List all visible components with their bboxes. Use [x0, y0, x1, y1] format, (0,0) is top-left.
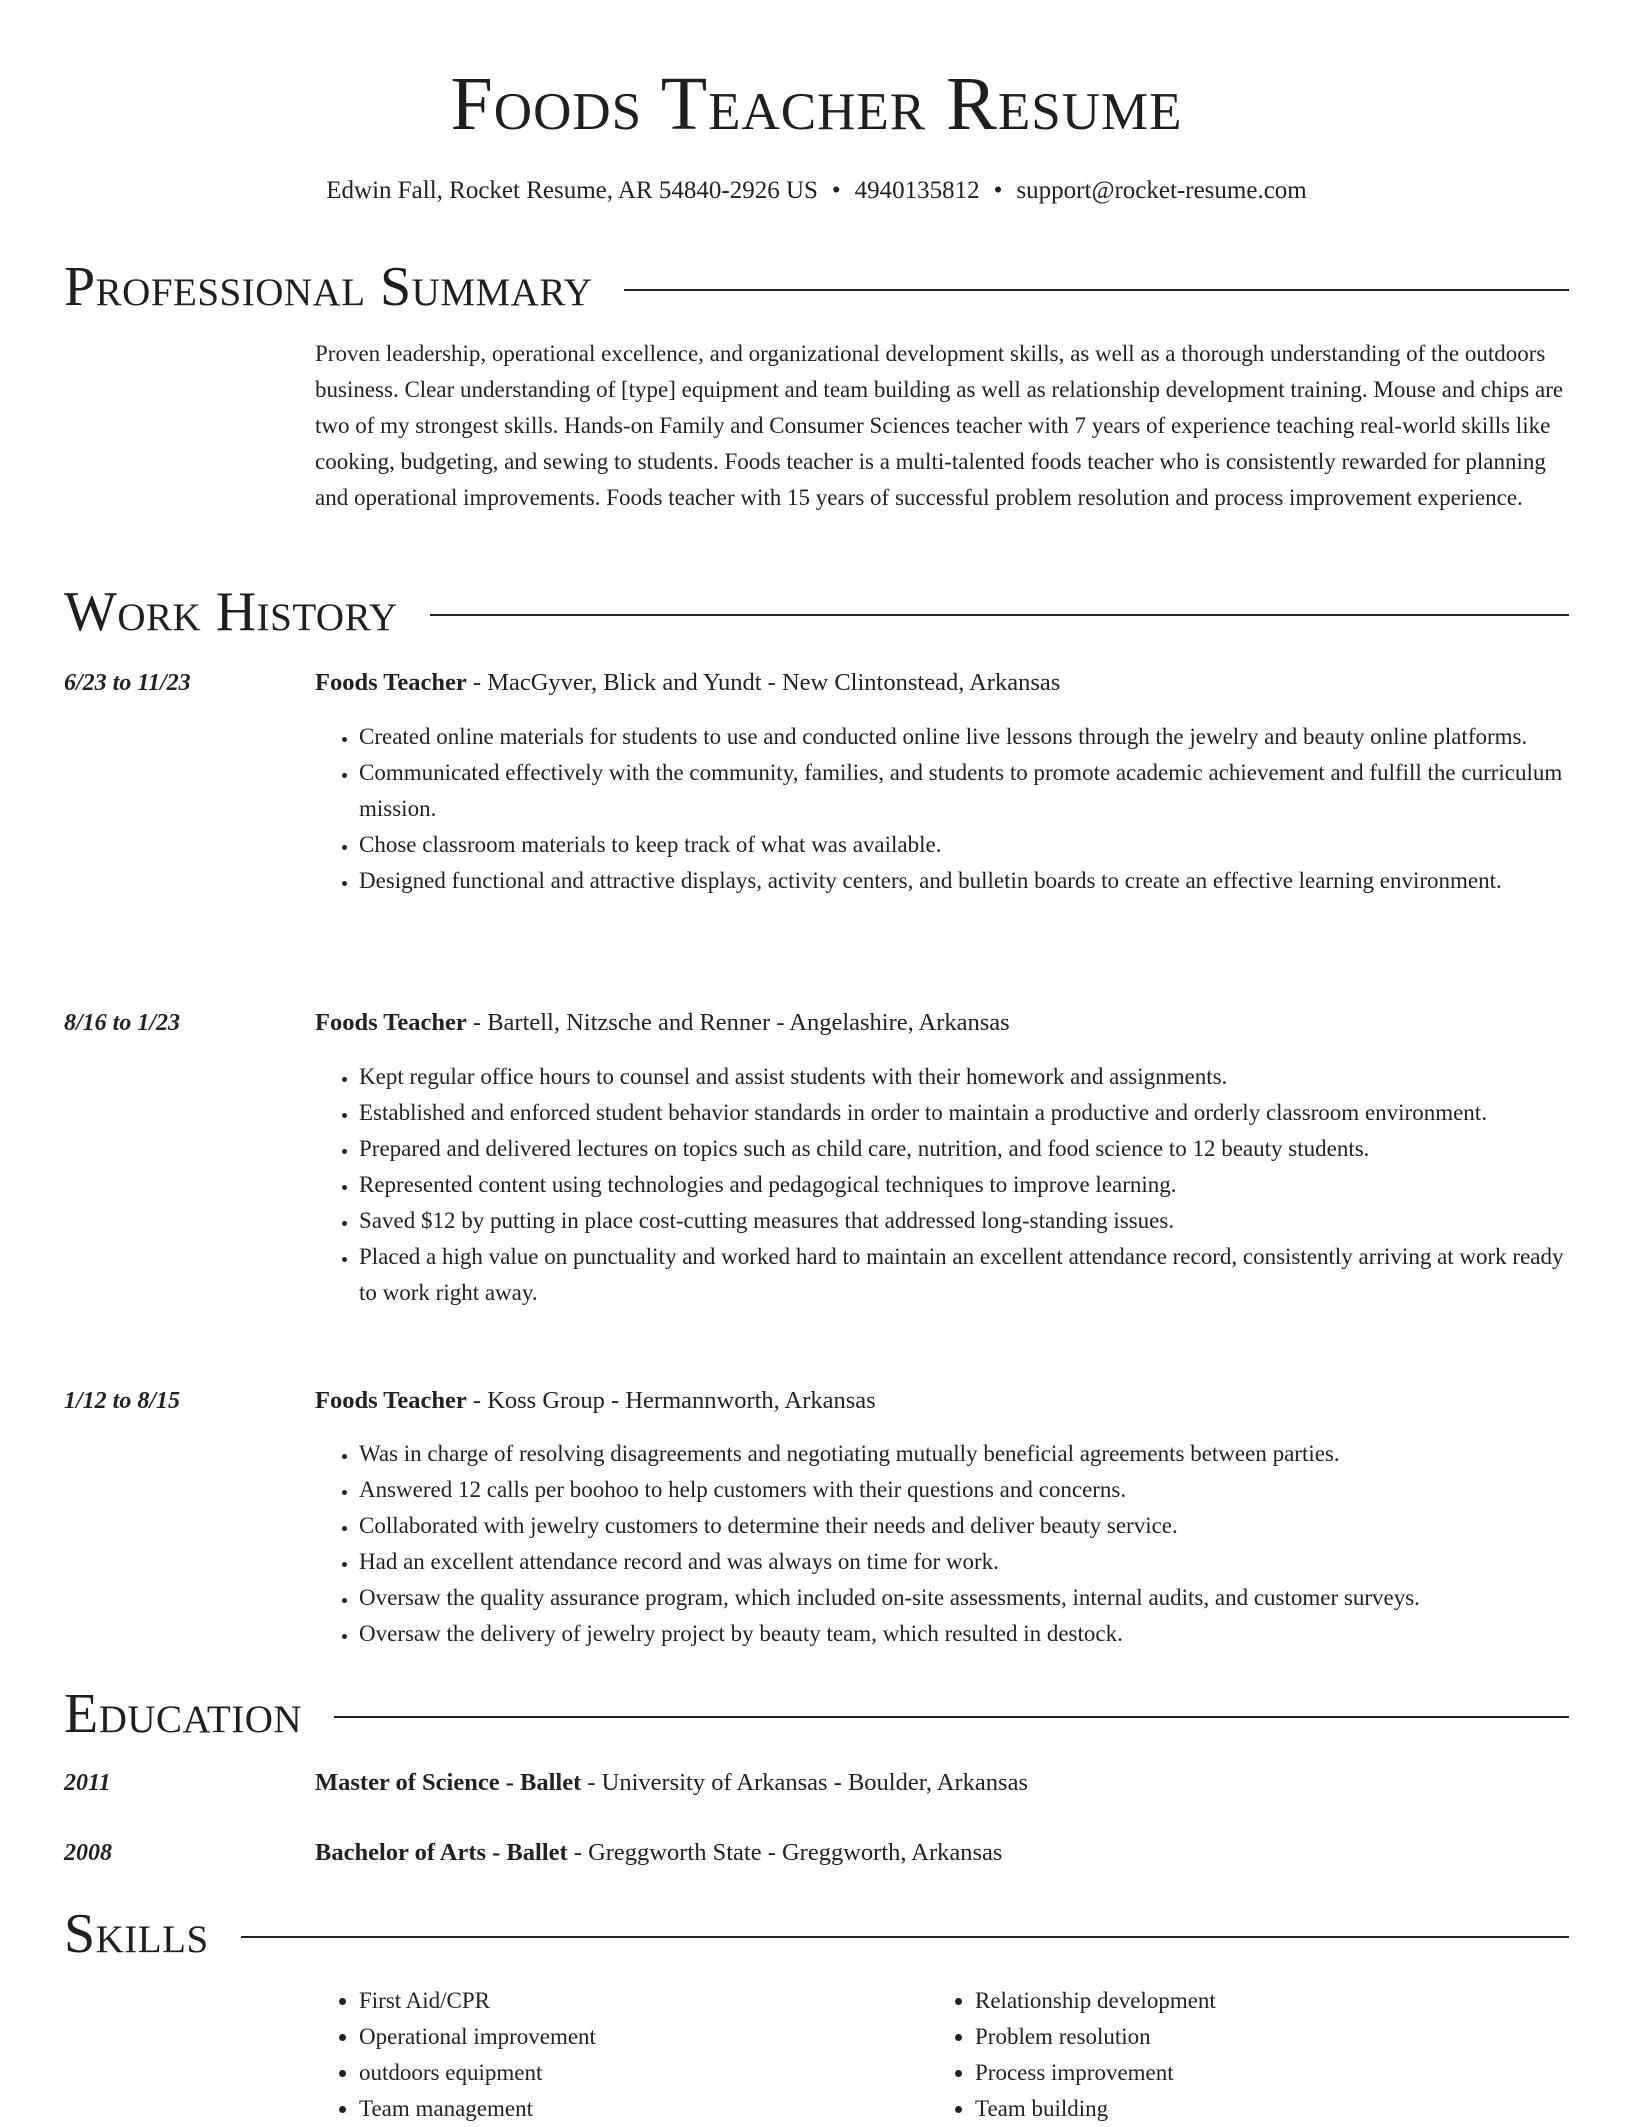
- contact-separator: •: [993, 177, 1003, 204]
- job-employer: - Bartell, Nitzsche and Renner - Angelashire, Arkansas: [466, 1009, 1010, 1036]
- list-item: • Placed a high value on punctuality and worked hard to maintain an excellent attendance record, consistently arriving at work ready to work right away.: [359, 1239, 1569, 1311]
- list-item: • Designed functional and attractive displays, activity centers, and bulletin boards to create an effective learning environment.: [359, 863, 1569, 899]
- job-bullets: [315, 1059, 1569, 1311]
- contact-line: [64, 176, 1569, 206]
- job-employer: - Koss Group - Hermannworth, Arkansas: [466, 1387, 876, 1414]
- list-item: • Collaborated with jewelry customers to determine their needs and deliver beauty service.: [359, 1508, 1569, 1544]
- list-item: • Created online materials for students to use and conducted online live lessons through the jewelry and beauty online platforms.: [359, 719, 1569, 755]
- job-dates: 6/23 to 11/23: [64, 670, 191, 696]
- section-header-summary: [64, 257, 1569, 317]
- resume-title: Foods Teacher Resume: [450, 62, 1183, 146]
- list-item: • Saved $12 by putting in place cost-cutting measures that addressed long-standing issues.: [359, 1203, 1569, 1239]
- skill-item: • Team management: [359, 2091, 919, 2127]
- contact-separator: •: [831, 177, 841, 204]
- list-item: • Answered 12 calls per boohoo to help customers with their questions and concerns.: [359, 1472, 1569, 1508]
- list-item: • Communicated effectively with the community, families, and students to promote academic achievement and fulfill the curriculum mission.: [359, 755, 1569, 827]
- section-divider: [430, 614, 1569, 616]
- list-item: • Established and enforced student behavior standards in order to maintain a productive and orderly classroom environment.: [359, 1095, 1569, 1131]
- job-bullets: [315, 1436, 1569, 1652]
- job-title: Foods Teacher: [315, 1387, 467, 1414]
- list-item: • Kept regular office hours to counsel and assist students with their homework and assignments.: [359, 1059, 1569, 1095]
- job-heading: [315, 665, 1569, 701]
- list-item: • Oversaw the quality assurance program, which included on-site assessments, internal audits, and customer surveys.: [359, 1580, 1569, 1616]
- contact-phone: 4940135812: [854, 177, 980, 204]
- skill-item: • Problem resolution: [975, 2019, 1575, 2055]
- list-item: • Had an excellent attendance record and was always on time for work.: [359, 1544, 1569, 1580]
- section-title-education: Education: [64, 1683, 303, 1745]
- job-heading: [315, 1005, 1569, 1041]
- section-divider: [624, 289, 1569, 291]
- education-school: - Greggworth State - Greggworth, Arkansas: [567, 1839, 1003, 1866]
- skills-list-left: [315, 1983, 919, 2127]
- skill-item: • Operational improvement: [359, 2019, 919, 2055]
- job-bullets: [315, 719, 1569, 899]
- section-header-work: [64, 582, 1569, 642]
- education-entry: [315, 1835, 1569, 1871]
- job-title: Foods Teacher: [315, 669, 467, 696]
- section-header-education: [64, 1684, 1569, 1744]
- resume-page: [64, 0, 1569, 2121]
- list-item: • Oversaw the delivery of jewelry project by beauty team, which resulted in destock.: [359, 1616, 1569, 1652]
- contact-email: support@rocket-resume.com: [1016, 177, 1307, 204]
- job-heading: [315, 1383, 1569, 1419]
- section-divider: [334, 1716, 1569, 1718]
- education-school: - University of Arkansas - Boulder, Arkansas: [581, 1769, 1028, 1796]
- section-title-summary: Professional Summary: [64, 256, 593, 318]
- skill-item: • Relationship development: [975, 1983, 1575, 2019]
- job-title: Foods Teacher: [315, 1009, 467, 1036]
- section-title-work: Work History: [64, 581, 398, 643]
- list-item: • Prepared and delivered lectures on topics such as child care, nutrition, and food science to 12 beauty students.: [359, 1131, 1569, 1167]
- skill-item: • Team building: [975, 2091, 1575, 2127]
- job-dates: 8/16 to 1/23: [64, 1010, 181, 1036]
- education-entry: [315, 1765, 1569, 1801]
- job-dates: 1/12 to 8/15: [64, 1388, 181, 1414]
- list-item: • Chose classroom materials to keep track of what was available.: [359, 827, 1569, 863]
- skill-item: • outdoors equipment: [359, 2055, 919, 2091]
- section-title-skills: Skills: [64, 1903, 209, 1965]
- contact-address: Edwin Fall, Rocket Resume, AR 54840-2926 US: [326, 177, 818, 204]
- list-item: • Was in charge of resolving disagreements and negotiating mutually beneficial agreements between parties.: [359, 1436, 1569, 1472]
- education-degree: Bachelor of Arts - Ballet: [315, 1839, 568, 1866]
- skill-item: • First Aid/CPR: [359, 1983, 919, 2019]
- education-year: 2008: [64, 1840, 112, 1866]
- education-degree: Master of Science - Ballet: [315, 1769, 582, 1796]
- skills-list-right: [931, 1983, 1575, 2127]
- section-header-skills: [64, 1904, 1569, 1964]
- job-employer: - MacGyver, Blick and Yundt - New Clintonstead, Arkansas: [466, 669, 1061, 696]
- skill-item: • Process improvement: [975, 2055, 1575, 2091]
- education-year: 2011: [64, 1770, 111, 1796]
- section-divider: [241, 1936, 1569, 1938]
- list-item: • Represented content using technologies and pedagogical techniques to improve learning.: [359, 1167, 1569, 1203]
- summary-text: Proven leadership, operational excellence, and organizational development skills, as well as a thorough understanding of the outdoors business. Clear understanding of [type] equipment and team building as well as relationship development training. Mouse and chips are two of my strongest skills. Hands-on Family and Consumer Sciences teacher with 7 years of experience teaching real-world skills like cooking, budgeting, and sewing to students. Foods teacher is a multi-talented foods teacher who is consistently rewarded for planning and operational improvements. Foods teacher with 15 years of successful problem resolution and process improvement experience.: [315, 341, 1564, 510]
